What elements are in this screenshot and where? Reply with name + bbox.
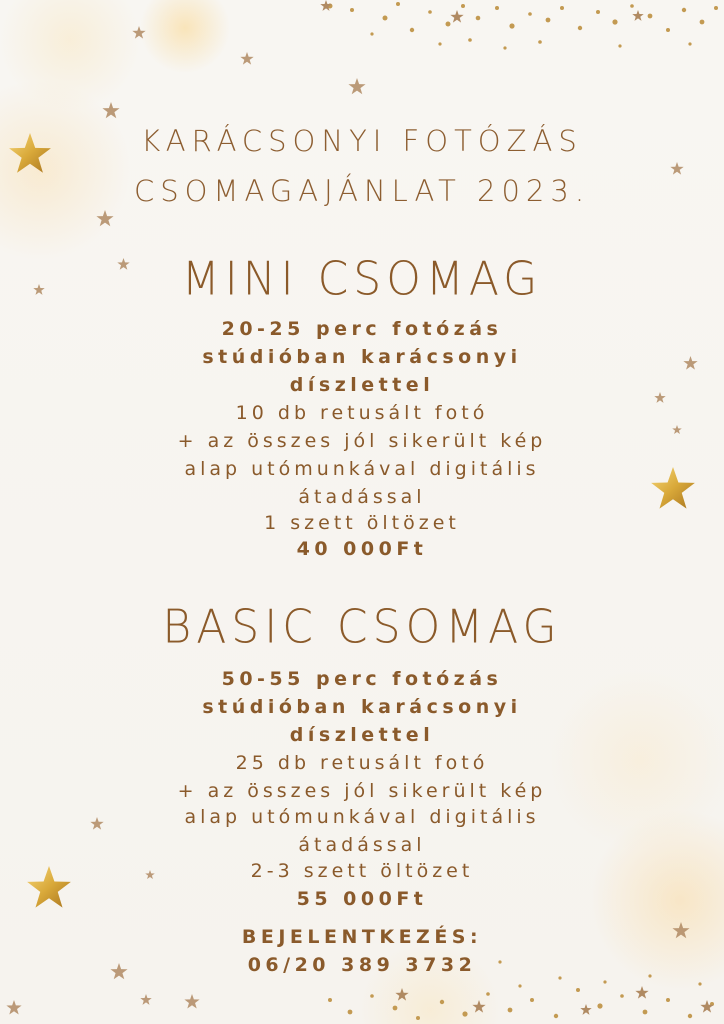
package-detail-basic: alap utómunkával digitális <box>184 806 540 828</box>
small-star-icon <box>472 1000 485 1013</box>
package-location-basic: stúdióban karácsonyi <box>202 696 522 718</box>
small-star-icon <box>635 986 648 999</box>
package-scenery-basic: díszlettel <box>289 724 435 746</box>
small-star-icon <box>96 210 113 226</box>
package-duration-mini: 20-25 perc fotózás <box>221 318 503 340</box>
package-duration-basic: 50-55 perc fotózás <box>221 668 503 690</box>
small-star-icon <box>395 988 408 1001</box>
package-scenery-mini: díszlettel <box>289 374 435 396</box>
small-star-icon <box>670 162 683 175</box>
package-detail-mini: 10 db retusált fotó <box>235 402 489 424</box>
small-star-icon <box>132 26 145 39</box>
package-price-mini: 40 000Ft <box>296 538 428 560</box>
package-location-mini: stúdióban karácsonyi <box>202 346 522 368</box>
small-star-icon <box>240 52 253 65</box>
package-price-basic: 55 000Ft <box>296 888 428 910</box>
package-detail-basic: átadással <box>298 834 426 856</box>
confetti-dot-icon <box>328 2 719 50</box>
package-title-basic: BASIC CSOMAG <box>162 600 562 655</box>
small-star-icon <box>6 1000 21 1014</box>
page-title-line-2: CSOMAGAJÁNLAT 2023. <box>133 174 591 208</box>
small-star-icon <box>700 1000 713 1013</box>
package-detail-basic: 25 db retusált fotó <box>235 752 489 774</box>
package-detail-basic: + az összes jól sikerült kép <box>177 780 547 802</box>
small-star-icon <box>184 994 199 1008</box>
package-detail-mini: + az összes jól sikerült kép <box>177 430 547 452</box>
small-star-icon <box>580 1004 591 1015</box>
small-star-icon <box>632 10 643 21</box>
package-detail-mini: átadással <box>298 486 426 508</box>
small-star-icon <box>102 102 119 118</box>
small-star-icon <box>450 10 463 23</box>
package-detail-mini: alap utómunkával digitális <box>184 458 540 480</box>
package-title-mini: MINI CSOMAG <box>181 252 543 307</box>
small-star-icon <box>320 0 331 11</box>
small-star-icon <box>348 78 365 94</box>
small-star-icon <box>140 994 151 1005</box>
package-detail-mini: 1 szett öltözet <box>264 512 460 534</box>
package-detail-basic: 2-3 szett öltözet <box>250 860 474 882</box>
contact-label: BEJELENTKEZÉS: <box>241 926 483 948</box>
contact-phone: 06/20 389 3732 <box>247 954 477 976</box>
page-title-line-1: KARÁCSONYI FOTÓZÁS <box>141 124 583 158</box>
